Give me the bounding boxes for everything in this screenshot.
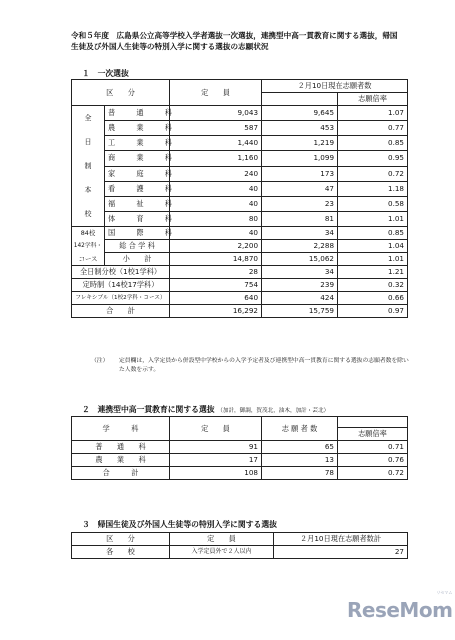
section2-heading: ２ 連携型中高一貫教育に関する選抜 （加計，御調，賀茂北，油木，加計・芸北） <box>82 405 330 414</box>
resemom-logo: ReseMom リセマム <box>347 590 453 622</box>
table-row: 体 育 科 80 81 1.01 <box>72 211 408 226</box>
header-dept: 学 科 <box>72 417 170 441</box>
side-label-84: 84校 <box>72 227 105 240</box>
table-row: 看 護 科 40 47 1.18 <box>72 181 408 196</box>
subtotal-row: コース 小 計 14,870 15,062 1.01 <box>72 253 408 266</box>
table-row: 普 通 科 91 65 0.71 <box>72 441 408 454</box>
table-row: 84校 国 際 科 40 34 0.85 <box>72 227 408 240</box>
header-category: 区 分 <box>72 533 170 546</box>
section3-table <box>71 532 408 559</box>
table-row: 家 庭 科 240 173 0.72 <box>72 166 408 181</box>
section1-note <box>91 357 411 375</box>
table-row: フレキシブル（1校2学科・コース） 640 424 0.66 <box>72 292 408 305</box>
section1-table <box>71 79 408 318</box>
table-row: 福 祉 科 40 23 0.58 <box>72 196 408 211</box>
header-category: 区 分 <box>72 80 170 106</box>
flexible-label: フレキシブル（1校2学科・コース） <box>72 292 170 305</box>
header-applicants: ２月10日現在志願者数計 <box>274 533 408 546</box>
section2-heading-note: （加計，御調，賀茂北，油木，加計・芸北） <box>217 408 330 414</box>
side-label-course: コース <box>72 253 105 266</box>
header-applicants: 志 願 者 数 <box>262 417 338 441</box>
parttime-label: 定時制（14校17学科） <box>72 279 170 292</box>
table-row: 全日制分校（1校1学科） 28 34 1.21 <box>72 266 408 279</box>
header-capacity: 定 員 <box>170 533 274 546</box>
document-title: 令和５年度 広島県公立高等学校入学者選抜一次選抜，連携型中高一貫教育に関する選抜，帰国生徒及び外国人生徒等の特別入学に関する選抜の志願状況 <box>71 31 398 51</box>
table-row: 農 業 科 587 453 0.77 <box>72 121 408 136</box>
section3-heading: ３ 帰国生徒及び外国人生徒等の特別入学に関する選抜 <box>82 520 277 529</box>
section1-heading: １ 一次選抜 <box>82 69 129 78</box>
section2-table <box>71 416 408 480</box>
header-capacity: 定 員 <box>170 417 262 441</box>
table-row: 工 業 科 1,440 1,219 0.85 <box>72 136 408 151</box>
table-row: 全 日 制 本 校 普 通 科 9,043 9,645 1.07 <box>72 106 408 121</box>
table-row: 商 業 科 1,160 1,099 0.95 <box>72 151 408 166</box>
note-label: （注） <box>91 358 109 364</box>
side-label-fulltime-main: 全 日 制 本 校 <box>72 106 105 227</box>
table-row: 各 校 入学定員外で２人以内 27 <box>72 546 408 559</box>
header-spacer <box>338 417 408 428</box>
side-label-142: 142学科・ <box>72 240 105 253</box>
header-spacer <box>262 93 338 106</box>
header-ratio: 志願倍率 <box>338 93 408 106</box>
note-text: 定員欄は，入学定員から併設型中学校からの入学予定者及び連携型中高一貫教育に関する選抜の志願者数を除いた人数を示す。 <box>119 358 409 373</box>
total-label: 合 計 <box>72 305 170 318</box>
total-row: 合 計 108 78 0.72 <box>72 467 408 480</box>
resemom-logo-kana: リセマム <box>436 590 453 595</box>
table-row: 142学科・ 総 合 学 科 2,200 2,288 1.04 <box>72 240 408 253</box>
header-ratio: 志願倍率 <box>338 428 408 441</box>
table-row: 定時制（14校17学科） 754 239 0.32 <box>72 279 408 292</box>
header-applicants-group: ２月10日現在志願者数 <box>262 80 408 93</box>
header-capacity: 定 員 <box>170 80 262 106</box>
branch-label: 全日制分校（1校1学科） <box>72 266 170 279</box>
table-row: 農 業 科 17 13 0.76 <box>72 454 408 467</box>
total-row: 合 計 16,292 15,759 0.97 <box>72 305 408 318</box>
